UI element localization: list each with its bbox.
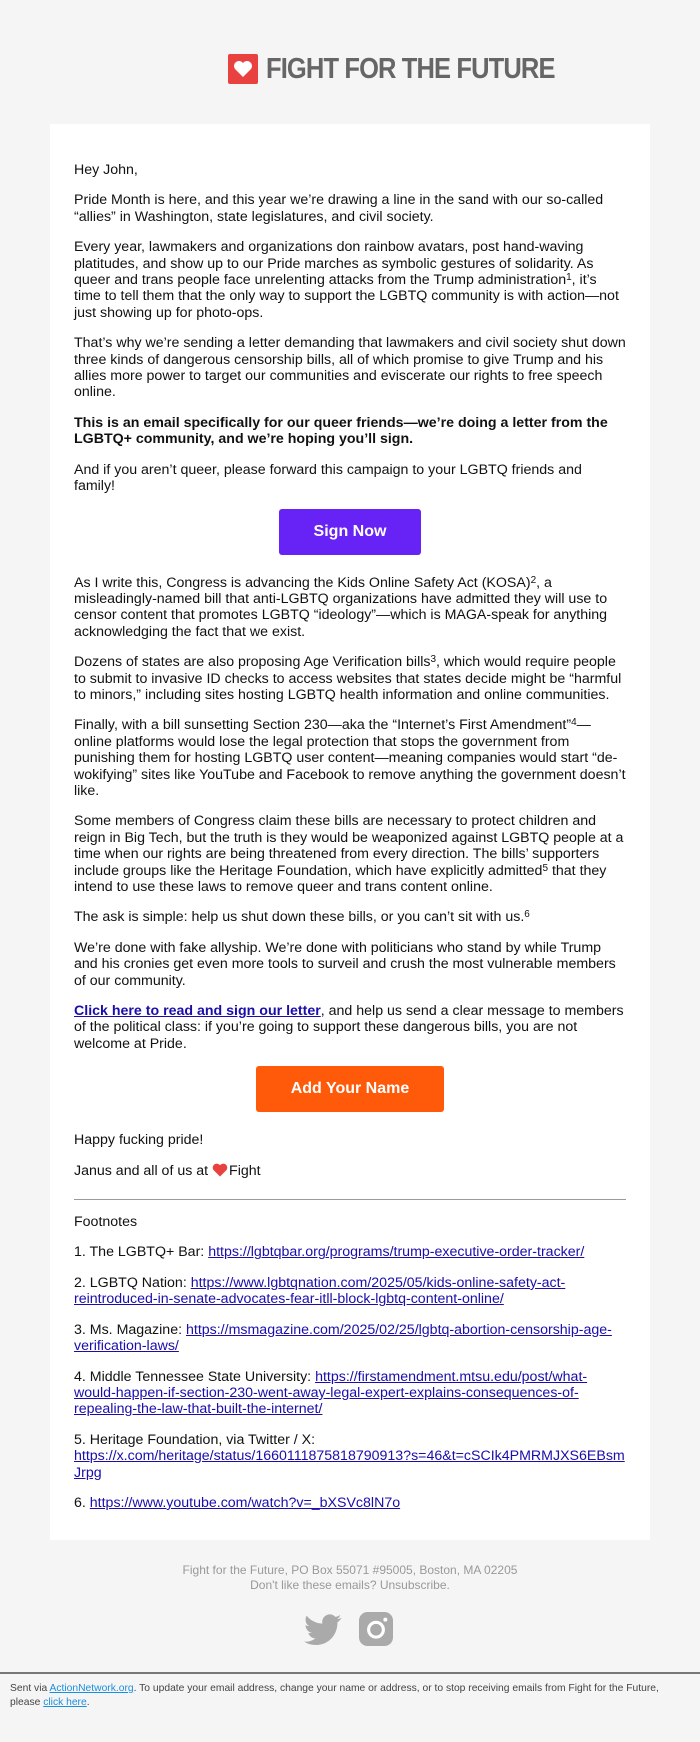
email-body — [74, 162, 626, 1525]
paragraph-intro: Pride Month is here, and this year we’re drawing a line in the sand with our so-called “allies” in Washington, state legislatures, and civil society. — [74, 192, 604, 225]
email-card — [50, 124, 650, 1540]
footnote-6-link[interactable]: https://www.youtube.com/watch?v=_bXSVc8lN7o — [89, 1494, 401, 1511]
add-name-wrap — [74, 1066, 626, 1112]
actionnetwork-link[interactable]: ActionNetwork.org — [49, 1683, 134, 1694]
footnote-ref-5: 5 — [542, 862, 549, 874]
footnotes-title: Footnotes — [74, 1214, 138, 1231]
footnote-1-link[interactable]: https://lgbtqbar.org/programs/trump-executive-order-tracker/ — [208, 1244, 585, 1261]
paragraph-age-verification: Dozens of states are also proposing Age Verification bills$^3$, which would require people to submit to invasive ID checks to access websites that states decide might be “harmful to minors,” including sites hosting LGBTQ health information and online communities. — [74, 654, 622, 703]
footnote-4-link[interactable]: https://firstamendment.mtsu.edu/post/what-would-happen-if-section-230-went-away-legal-expert-explains-consequences-of-repealing-the-law-that-built-the-internet/ — [74, 1368, 588, 1418]
footnote-ref-3: 3 — [430, 654, 437, 666]
footnote-5-link[interactable]: https://x.com/heritage/status/1660111875818790913?s=46&t=cSCIk4PMRMJXS6EBsmJrpg — [74, 1448, 625, 1481]
paragraph-kosa: As I write this, Congress is advancing the Kids Online Safety Act (KOSA)$^2$, a misleadingly-named bill that anti-LGBTQ organizations have admitted they will use to censor content that promotes LGBTQ “ideology”—which is MAGA-speak for anything acknowledging the fact that we exist. — [74, 574, 608, 640]
footnotes-divider — [74, 1199, 626, 1200]
closing-pride: Happy fucking pride! — [74, 1132, 204, 1149]
add-your-name-button[interactable]: Add Your Name — [256, 1066, 444, 1112]
footnote-3: 3. Ms. Magazine: https://msmagazine.com/2025/02/25/lgbtq-abortion-censorship-age-verification-laws/ — [74, 1321, 612, 1355]
brand-name: FIGHT FOR THE FUTURE — [266, 53, 555, 85]
social-links — [0, 1612, 700, 1652]
paragraph-forward: And if you aren’t queer, please forward this campaign to your LGBTQ friends and family! — [74, 461, 582, 495]
read-sign-letter-link[interactable]: Click here to read and sign our letter — [74, 1003, 321, 1020]
footnote-ref-1: 1 — [566, 272, 572, 284]
paragraph-done: We’re done with fake allyship. We’re done with politicians who stand by while Trump and his cronies get even more tools to surveil and crush the most vulnerable members of our community. — [74, 939, 616, 989]
heart-logo-icon — [228, 54, 258, 84]
footnote-ref-2: 2 — [530, 574, 537, 586]
paragraph-allies: Every year, lawmakers and organizations don rainbow avatars, post hand-waving platitudes, and show up to our Pride marches as symbolic gestures of solidarity. As queer and trans people face unrelenting attacks from the Trump administration$^1$, it’s time to tell them that the only way to support the LGBTQ community is with action—not just showing up for photo-ops. — [74, 239, 619, 321]
footnote-1: 1. The LGBTQ+ Bar: https://lgbtqbar.org/programs/trump-executive-order-tracker/ — [74, 1244, 585, 1261]
paragraph-letter: That’s why we’re sending a letter demanding that lawmakers and civil society shut down three kinds of dangerous censorship bills, all of which promise to give Trump and his allies more power to target our communities and eviscerate our rights to free speech online. — [74, 335, 626, 401]
footnote-5: 5. Heritage Foundation, via Twitter / X: https://x.com/heritage/status/1660111875818790913?s=46&t=cSCIk4PMRMJXS6EBsmJrpg — [74, 1431, 625, 1481]
postal-address: Fight for the Future, PO Box 55071 #95005, Boston, MA 02205 — [182, 1563, 518, 1577]
paragraph-queer-friends: This is an email specifically for our queer friends—we’re doing a letter from the LGBTQ+ community, and we’re hoping you’ll sign. — [74, 414, 608, 448]
twitter-icon[interactable] — [304, 1612, 342, 1648]
paragraph-call-to-action: Click here to read and sign our letter, and help us send a clear message to members of the political class: if you’re going to support these dangerous bills, you are not welcome at Pride. — [74, 1003, 624, 1052]
heart-icon — [212, 1163, 228, 1177]
brand-logo[interactable] — [228, 53, 555, 86]
update-preferences-link[interactable]: click here — [43, 1697, 87, 1708]
footnote-6: 6. https://www.youtube.com/watch?v=_bXSVc8lN7o — [74, 1494, 401, 1511]
footer-address-block — [0, 1563, 700, 1593]
footer-rule — [0, 1672, 700, 1674]
footnote-2-link[interactable]: https://www.lgbtqnation.com/2025/05/kids-online-safety-act-reintroduced-in-senate-advocates-fear-itll-block-lgbtq-content-online/ — [74, 1274, 566, 1308]
footnote-3-link[interactable]: https://msmagazine.com/2025/02/25/lgbtq-abortion-censorship-age-verification-laws/ — [74, 1321, 612, 1355]
footnote-ref-4: 4 — [571, 717, 577, 729]
footnote-2: 2. LGBTQ Nation: https://www.lgbtqnation.com/2025/05/kids-online-safety-act-reintroduced-in-senate-advocates-fear-itll-block-lgbtq-content-online/ — [74, 1274, 566, 1308]
paragraph-weaponized: Some members of Congress claim these bills are necessary to protect children and reign in Big Tech, but the truth is they would be weaponized against LGBTQ people at a time when our rights are being threatened from every direction. The bills’ supporters include groups like the Heritage Foundation, which have explicitly admitted$^5$ that they intend to use these laws to remove queer and trans content online. — [74, 813, 624, 895]
instagram-icon[interactable] — [359, 1612, 393, 1646]
paragraph-section-230: Finally, with a bill sunsetting Section 230—aka the “Internet’s First Amendment”$^4$—online platforms would lose the legal protection that stops the government from punishing them for hosting LGBTQ user content—meaning companies would start “de-wokifying” sites like YouTube and Facebook to remove anything the government doesn’t like. — [74, 717, 626, 799]
sign-now-wrap — [74, 509, 626, 555]
footnote-4: 4. Middle Tennessee State University: https://firstamendment.mtsu.edu/post/what-would-happen-if-section-230-went-away-legal-expert-explains-consequences-of-repealing-the-law-that-built-the-internet/ — [74, 1368, 588, 1418]
paragraph-ask: The ask is simple: help us shut down these bills, or you can’t sit with us.$^6$ — [74, 909, 530, 926]
email-header — [0, 48, 700, 88]
unsubscribe-link[interactable]: Don't like these emails? Unsubscribe. — [250, 1578, 450, 1592]
footnote-ref-6: 6 — [524, 909, 530, 921]
sign-now-button[interactable]: Sign Now — [279, 509, 421, 555]
signature: Janus and all of us at Fight — [74, 1162, 261, 1179]
greeting: Hey John, — [74, 162, 138, 178]
sent-via-notice: Sent via ActionNetwork.org. To update your email address, change your name or address, or to stop receiving emails from Fight for the Future, please click here. — [10, 1683, 659, 1708]
